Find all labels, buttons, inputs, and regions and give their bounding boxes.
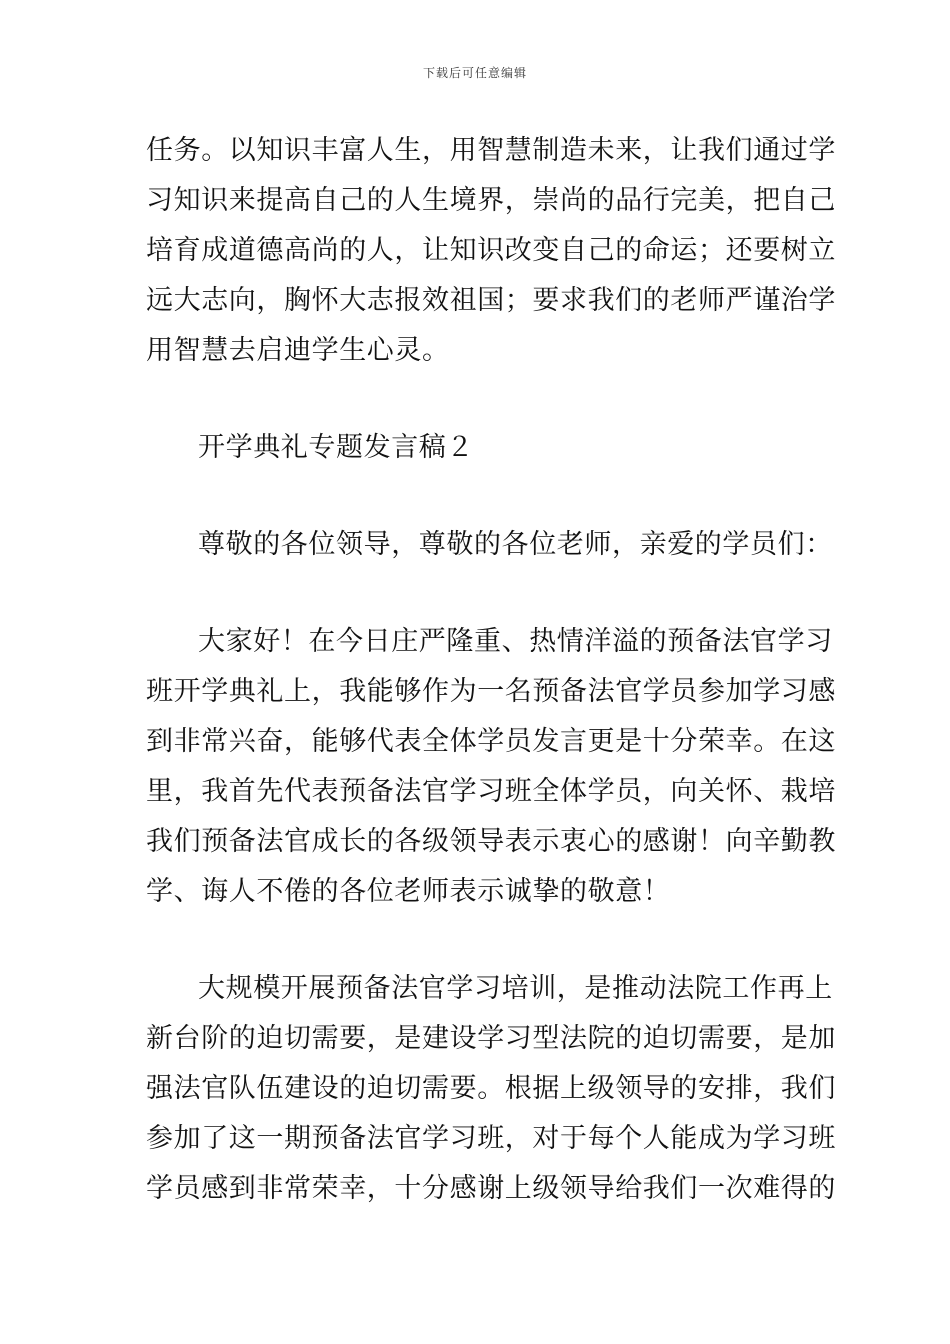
text-line: 强法官队伍建设的迫切需要。根据上级领导的安排，我们 (146, 1073, 836, 1104)
text-line: 新台阶的迫切需要，是建设学习型法院的迫切需要，是加 (146, 1023, 836, 1054)
paragraph-gap (146, 570, 808, 617)
section-title (146, 423, 808, 473)
text-line: 学、诲人不倦的各位老师表示诚挚的敬意！ (146, 876, 671, 907)
text-line: 里，我首先代表预备法官学习班全体学员，向关怀、栽培 (146, 776, 836, 807)
text-line: 任务。以知识丰富人生，用智慧制造未来，让我们通过学 (146, 135, 836, 166)
text-line: 学员感到非常荣幸，十分感谢上级领导给我们一次难得的 (146, 1173, 836, 1204)
document-body (146, 126, 836, 1214)
text-line: 大规模开展预备法官学习培训，是推动法院工作再上 (198, 973, 833, 1004)
text-line: 我们预备法官成长的各级领导表示衷心的感谢！向辛勤教 (146, 826, 836, 857)
salutation-text: 尊敬的各位领导，尊敬的各位老师，亲爱的学员们： (198, 529, 833, 560)
paragraph-gap (146, 473, 808, 520)
section-title-text: 开学典礼专题发言稿２ (198, 432, 474, 463)
text-line: 用智慧去启迪学生心灵。 (146, 335, 450, 366)
text-line: 参加了这一期预备法官学习班，对于每个人能成为学习班 (146, 1123, 836, 1154)
page-header: 下载后可任意编辑 (422, 66, 527, 80)
text-line: 班开学典礼上，我能够作为一名预备法官学员参加学习感 (146, 676, 836, 707)
paragraph-gap (146, 376, 808, 423)
paragraph-gap (146, 917, 808, 964)
paragraph-continuation (146, 126, 836, 376)
text-line: 远大志向，胸怀大志报效祖国；要求我们的老师严谨治学 (146, 285, 836, 316)
text-line: 到非常兴奋，能够代表全体学员发言更是十分荣幸。在这 (146, 726, 836, 757)
paragraph-training (146, 964, 836, 1214)
text-line: 习知识来提高自己的人生境界，崇尚的品行完美，把自己 (146, 185, 836, 216)
text-line: 培育成道德高尚的人，让知识改变自己的命运；还要树立 (146, 235, 836, 266)
text-line: 大家好！在今日庄严隆重、热情洋溢的预备法官学习 (198, 626, 833, 657)
paragraph-greeting (146, 617, 836, 917)
salutation (146, 520, 833, 570)
